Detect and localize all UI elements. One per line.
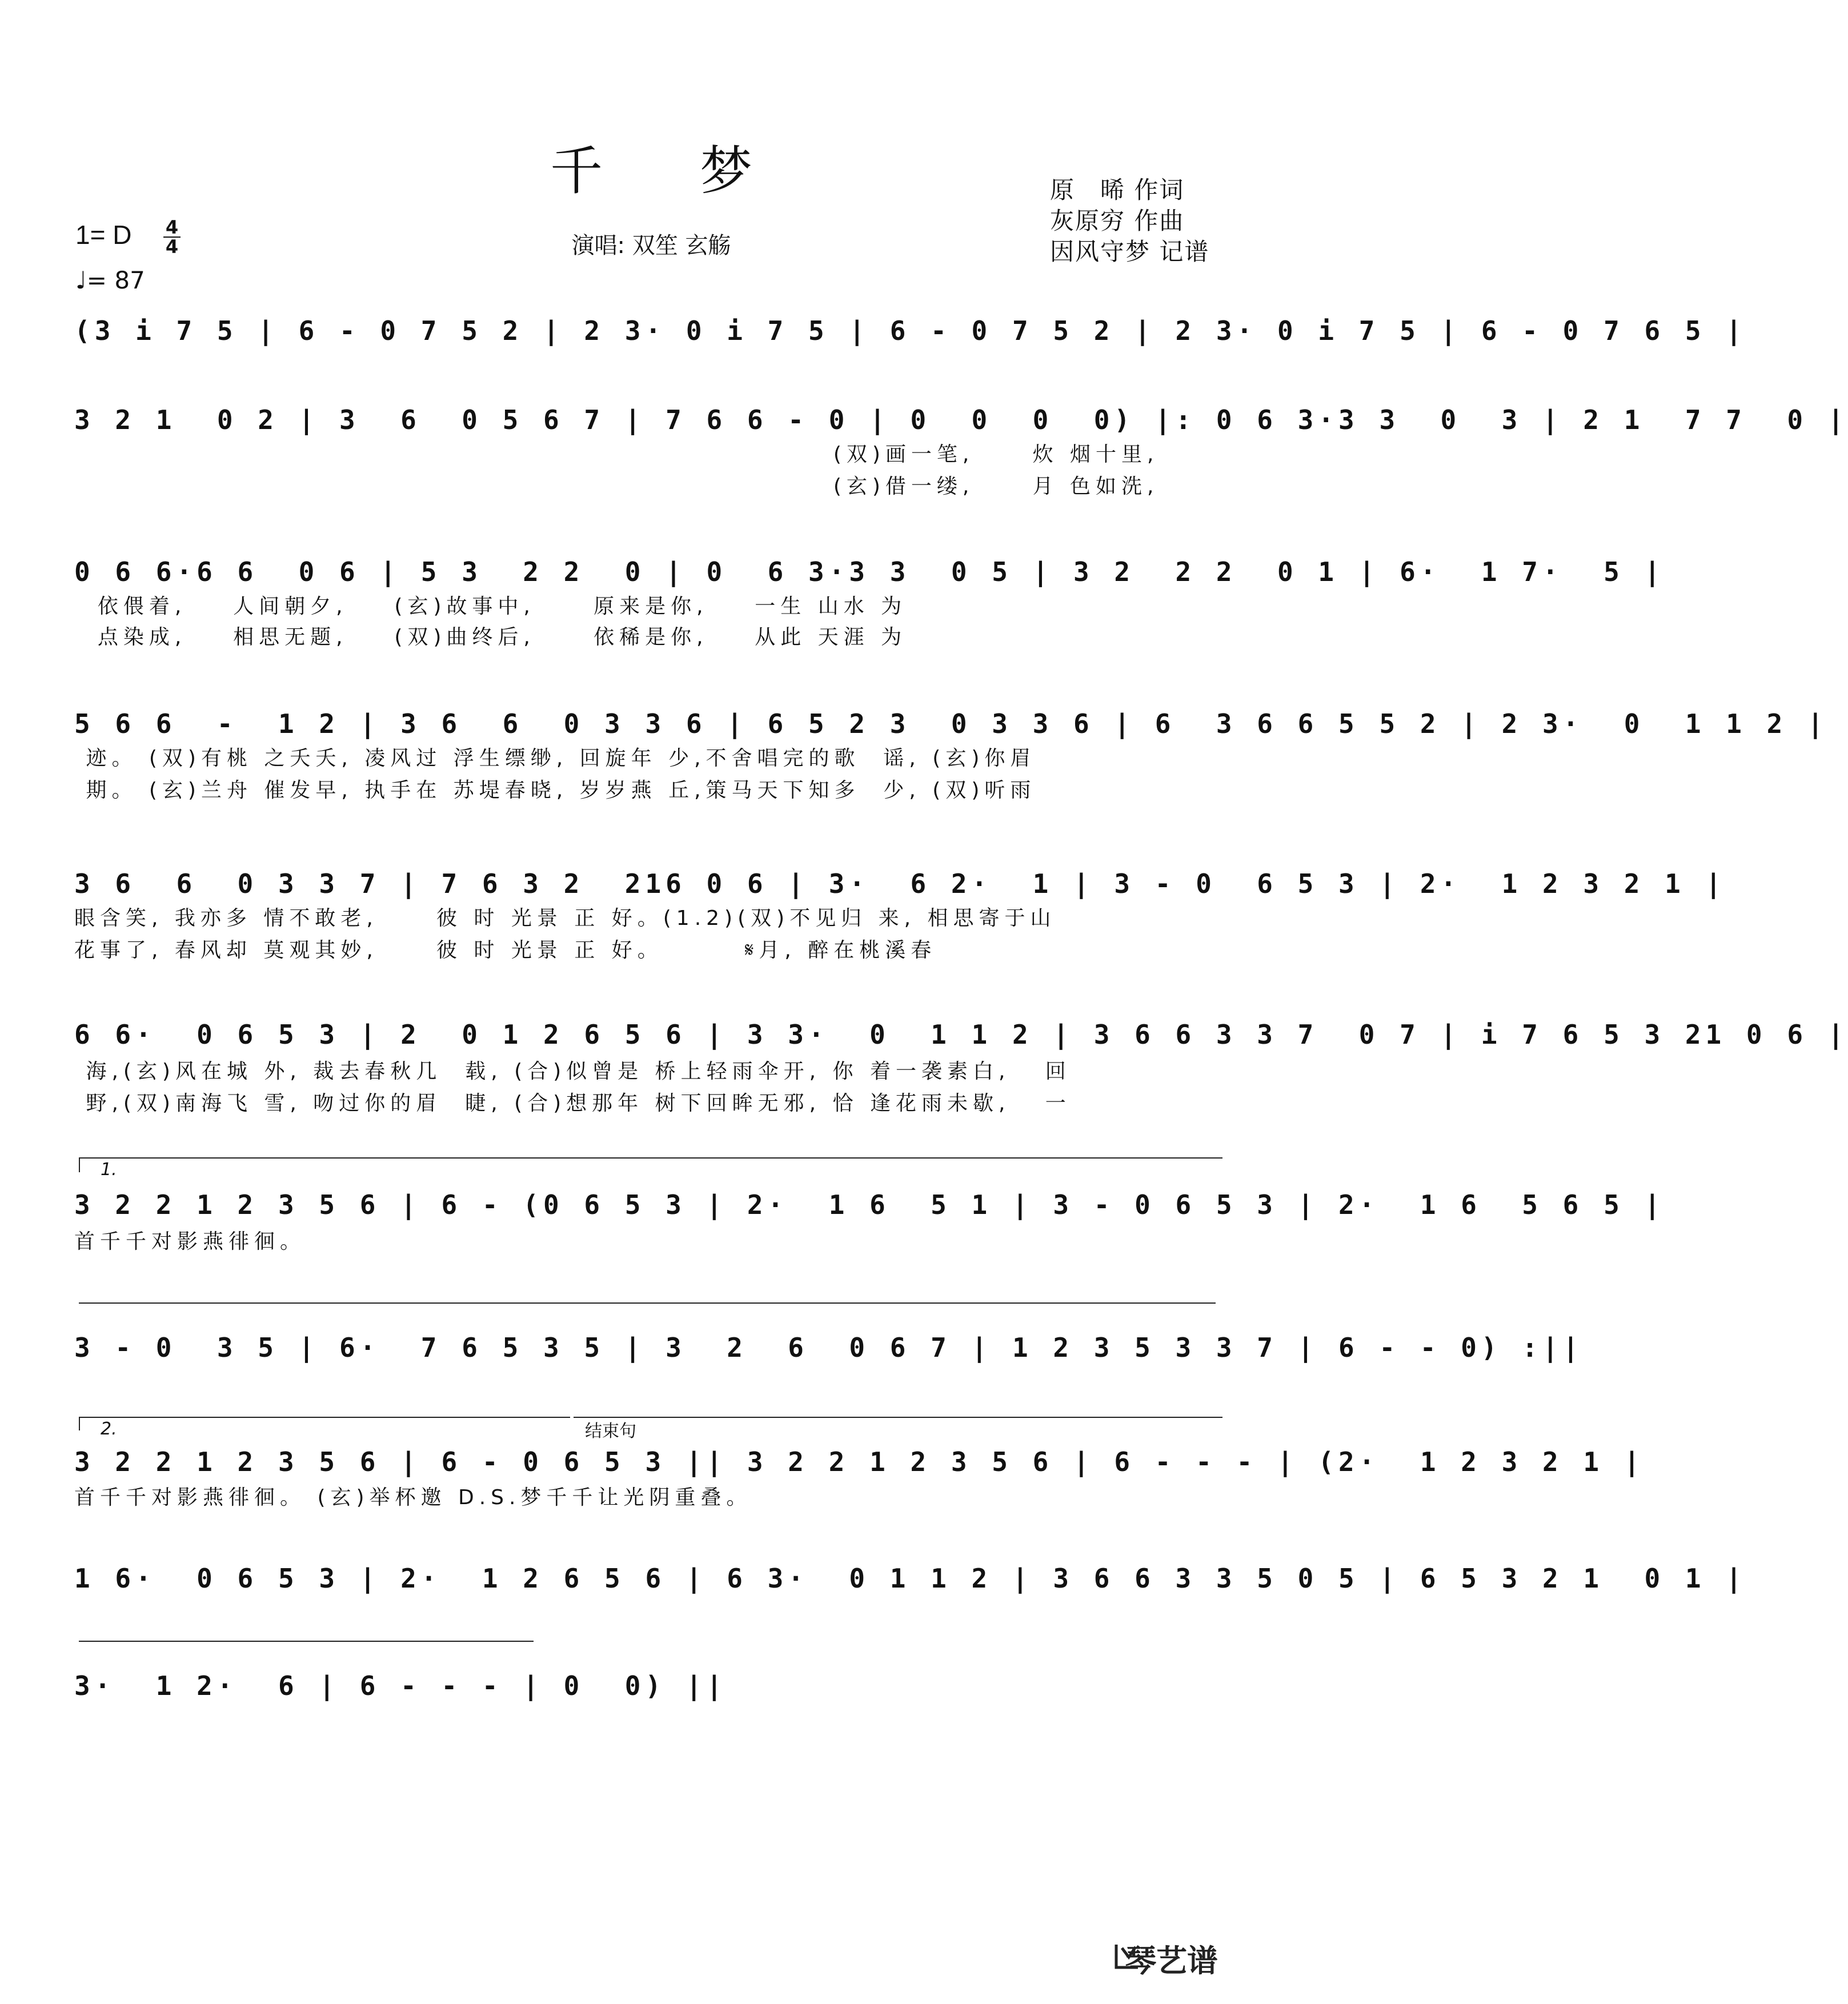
credit-composer: 灰原穷 作曲 [1050, 207, 1185, 235]
lyric-verse-2: 期。 (玄)兰舟 催发早, 执手在 苏堤春晓, 岁岁燕 丘,策马天下知多 少, (双)听雨 [74, 779, 1036, 802]
lyric-verse-2: 点染成, 相思无题, (双)曲终后, 依稀是你, 从此 天涯 为 [74, 626, 907, 649]
notation-line: 0 6 6·6 6 0 6 | 5 3 2 2 0 | 0 6 3·3 3 0 5 | 3 2 2 2 0 1 | 6· 1 7· 5 | [74, 556, 1665, 587]
time-signature-bottom: 4 [165, 236, 179, 258]
coda-label: 结束句 [585, 1421, 636, 1441]
key-signature: 1= D [75, 220, 132, 250]
notation-line: 1 6· 0 6 5 3 | 2· 1 2 6 5 6 | 6 3· 0 1 1 2 | 3 6 6 3 3 5 0 5 | 6 5 3 2 1 0 1 | [74, 1563, 1746, 1594]
time-signature-top: 4 [165, 217, 179, 238]
score-system-10 [74, 1563, 1746, 1600]
lyric-verse-1: 迹。 (双)有桃 之夭夭, 凌风过 浮生缥缈, 回旋年 少,不舍唱完的歌 谣, (玄)你眉 [74, 747, 1036, 770]
score-system-11 [74, 1670, 1222, 1707]
volta-2-label: 2. [101, 1419, 117, 1439]
credit-transcriber: 因风守梦 记谱 [1050, 238, 1210, 266]
score-system-4 [74, 708, 1828, 802]
notation-line: 3 2 2 1 2 3 5 6 | 6 - (0 6 5 3 | 2· 1 6 5 1 | 3 - 0 6 5 3 | 2· 1 6 5 6 5 | [74, 1189, 1665, 1220]
page-title: 千梦 [550, 141, 849, 202]
lyric-verse-1: (双)画一笔, 炊 烟十里, [74, 443, 1159, 466]
score-system-9 [74, 1446, 1645, 1509]
lyric-verse-1: 首千千对影燕徘徊。 (玄)举杯邀 D.S.梦千千让光阴重叠。 [74, 1486, 752, 1509]
final-phrase-bracket [79, 1641, 534, 1642]
lyric-verse-1: 依偎着, 人间朝夕, (玄)故事中, 原来是你, 一生 山水 为 [74, 595, 907, 618]
tempo-marking: ♩= 87 [75, 266, 145, 294]
score-system-7 [74, 1189, 1665, 1253]
score-system-2 [74, 404, 1848, 498]
notation-line: 3 - 0 3 5 | 6· 7 6 5 3 5 | 3 2 6 0 6 7 | 1 2 3 5 3 3 7 | 6 - - 0) :|| [74, 1332, 1584, 1363]
notation-line: 3· 1 2· 6 | 6 - - - | 0 0) || [74, 1670, 727, 1701]
lyric-verse-2: (玄)借一缕, 月 色如洗, [74, 475, 1159, 498]
score-system-1 [74, 315, 1746, 352]
lyric-verse-1: 海,(玄)风在城 外, 裁去春秋几 载, (合)似曾是 桥上轻雨伞开, 你 着一袭素白, 回 [74, 1060, 1071, 1083]
watermark-logo: 琴艺谱 [1125, 1943, 1218, 1979]
lyric-verse-1: 眼含笑, 我亦多 情不敢老, 彼 时 光景 正 好。(1.2)(双)不见归 来, 相思寄于山 [74, 907, 1056, 930]
singer-credit: 演唱: 双笙 玄觞 [571, 233, 731, 259]
coda-bracket [574, 1417, 1222, 1418]
lyric-verse-1: 首千千对影燕徘徊。 [74, 1230, 306, 1253]
credit-lyricist: 原 晞 作词 [1050, 176, 1185, 204]
score-system-5 [74, 868, 1726, 962]
notation-line: 5 6 6 - 1 2 | 3 6 6 0 3 3 6 | 6 5 2 3 0 3 3 6 | 6 3 6 6 5 5 2 | 2 3· 0 1 1 2 | [74, 708, 1828, 739]
score-system-6 [74, 1019, 1848, 1115]
notation-line: 3 2 1 0 2 | 3 6 0 5 6 7 | 7 6 6 - 0 | 0 0 0 0) |: 0 6 3·3 3 0 3 | 2 1 7 7 0 | [74, 404, 1848, 435]
score-system-8 [74, 1332, 1584, 1369]
volta-1-bracket [79, 1157, 1222, 1159]
score-system-3 [74, 556, 1665, 649]
volta-2-bracket [79, 1417, 570, 1418]
volta-1-label: 1. [101, 1160, 117, 1180]
notation-line: (3 i 7 5 | 6 - 0 7 5 2 | 2 3· 0 i 7 5 | 6 - 0 7 5 2 | 2 3· 0 i 7 5 | 6 - 0 7 6 5 | [74, 315, 1746, 346]
notation-line: 3 2 2 1 2 3 5 6 | 6 - 0 6 5 3 || 3 2 2 1 2 3 5 6 | 6 - - - | (2· 1 2 3 2 1 | [74, 1446, 1645, 1477]
lyric-verse-2: 野,(双)南海飞 雪, 吻过你的眉 睫, (合)想那年 树下回眸无邪, 恰 逢花雨未歇, 一 [74, 1092, 1071, 1115]
volta-2-bracket-left [79, 1417, 80, 1430]
volta-1-bracket-continued [79, 1302, 1216, 1304]
lyric-verse-2: 花事了, 春风却 莫观其妙, 彼 时 光景 正 好。 𝄋月, 醉在桃溪春 [74, 939, 937, 962]
notation-line: 6 6· 0 6 5 3 | 2 0 1 2 6 5 6 | 3 3· 0 1 1 2 | 3 6 6 3 3 7 0 7 | i 7 6 5 3 21 0 6 | [74, 1019, 1848, 1050]
notation-line: 3 6 6 0 3 3 7 | 7 6 3 2 216 0 6 | 3· 6 2· 1 | 3 - 0 6 5 3 | 2· 1 2 3 2 1 | [74, 868, 1726, 899]
volta-1-bracket-left [79, 1157, 80, 1172]
